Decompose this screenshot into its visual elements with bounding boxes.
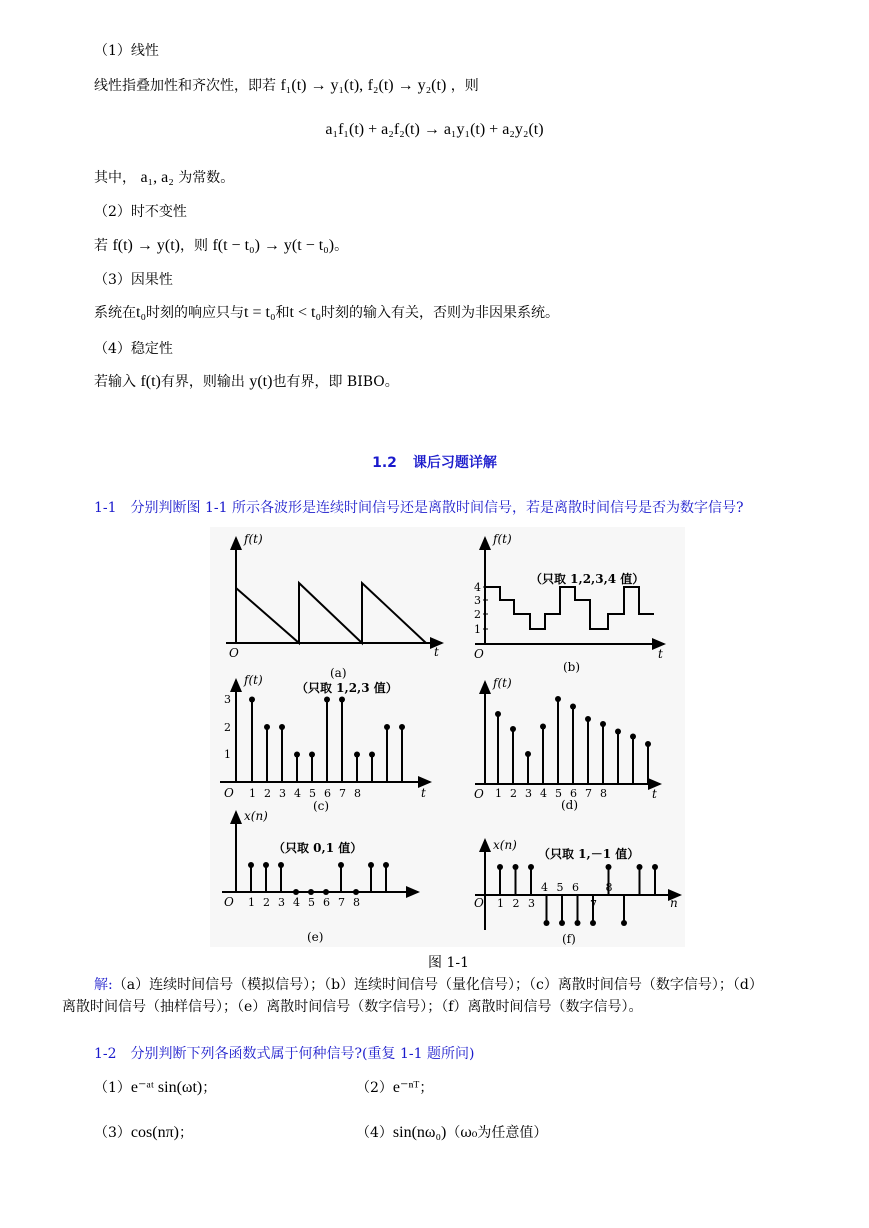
linearity-equation: a₁f₁(t) + a₂f₂(t) → a₁y₁(t) + a₂y₂(t) xyxy=(325,121,544,138)
ti-text-2: ，则 xyxy=(179,238,208,254)
answer-prefix: 解: xyxy=(94,977,113,993)
panel-f-stem-dot xyxy=(528,864,534,870)
panel-f-stem-dot xyxy=(606,864,612,870)
figure-caption: 图 1-1 xyxy=(428,955,469,971)
panel-d-stem-dot xyxy=(585,716,591,722)
causality-heading: （3）因果性 xyxy=(94,272,173,288)
panel-f-xtick: 7 xyxy=(590,898,597,911)
stability-text-3: 也有界，即 BIBO。 xyxy=(272,374,399,390)
causality-text-1: 系统在 xyxy=(94,305,136,321)
panel-c-ytick-2: 2 xyxy=(224,721,231,734)
panel-f-stem-dot xyxy=(497,864,503,870)
panel-f-xtick: 5 xyxy=(556,881,564,894)
ti-math-2: f(t − t₀) → y(t − t₀) xyxy=(212,237,335,254)
panel-b-ytick-1: 1 xyxy=(474,623,481,636)
linearity-desc-prefix: 线性指叠加性和齐次性，即若 xyxy=(94,78,276,94)
panel-c-stem-dot xyxy=(294,752,300,758)
panel-f-origin: O xyxy=(474,896,484,910)
panel-c-stem-dot xyxy=(279,724,285,730)
panel-d-stem-dot xyxy=(615,729,621,735)
panel-a-ylabel: f(t) xyxy=(244,532,263,546)
ti-text-3: 。 xyxy=(334,238,349,254)
panel-e-stem-dot xyxy=(368,862,374,868)
panel-b-ytick-4: 4 xyxy=(474,581,481,594)
panel-c-stem-dot xyxy=(339,697,345,703)
panel-e-stem-dot xyxy=(383,862,389,868)
causality-text-3: 和 xyxy=(275,305,290,321)
problem-1-2-item-1 xyxy=(94,1078,216,1098)
panel-c-stem-dot xyxy=(369,752,375,758)
panel-a-caption: (a) xyxy=(330,666,347,680)
panel-f-stem-dot xyxy=(621,920,627,926)
answer-1-1-line2: 离散时间信号（抽样信号）；（e）离散时间信号（数字信号）；（f）离散时间信号（数字信号）。 xyxy=(62,999,643,1015)
panel-e-xtick: 4 xyxy=(293,896,300,909)
panel-e-xtick: 3 xyxy=(278,896,285,909)
item-3-label: （3） xyxy=(94,1125,131,1141)
causality-math-2: t = t₀ xyxy=(244,304,276,321)
panel-e-xtick: 2 xyxy=(263,896,270,909)
stability-text-1: 若输入 xyxy=(94,374,136,390)
panel-f-xtick: 6 xyxy=(572,881,579,894)
panel-c-stem-dot xyxy=(399,724,405,730)
panel-d-stem-dot xyxy=(495,711,501,717)
panel-d-caption: (d) xyxy=(561,798,579,812)
panel-f-caption: (f) xyxy=(562,932,576,946)
causality-math-1: t₀ xyxy=(136,304,147,321)
panel-d-xtick: 4 xyxy=(540,787,547,800)
panel-d-stem-dot xyxy=(645,741,651,747)
time-invariance-heading: （2）时不变性 xyxy=(94,204,187,220)
item-2-expr: e⁻ⁿᵀ xyxy=(392,1079,420,1096)
linearity-desc-suffix: ，则 xyxy=(450,78,479,94)
panel-d-stem-dot xyxy=(570,704,576,710)
panel-d-xtick: 8 xyxy=(600,787,607,800)
causality-math-3: t < t₀ xyxy=(289,304,322,321)
panel-d-origin: O xyxy=(474,787,484,801)
problem-1-2-item-2 xyxy=(356,1078,433,1098)
panel-c-xtick: 2 xyxy=(264,787,271,800)
item-4-expr: sin(nω₀) xyxy=(392,1124,447,1141)
item-3-expr: cos(nπ) xyxy=(130,1124,179,1141)
panel-a-origin: O xyxy=(229,646,239,660)
problem-1-2-item-4 xyxy=(356,1123,547,1143)
panel-e-stem-dot xyxy=(248,862,254,868)
panel-c-ytick-1: 1 xyxy=(224,748,231,761)
panel-a-xlabel: t xyxy=(434,645,439,659)
panel-d-stem-dot xyxy=(510,726,516,732)
problem-1-2-question: 1-2 分别判断下列各函数式属于何种信号?(重复 1-1 题所问) xyxy=(94,1046,475,1062)
panel-c-stem-dot xyxy=(309,752,315,758)
panel-d-stem-dot xyxy=(540,724,546,730)
answer-1-1-text1: （a）连续时间信号（模拟信号）；（b）连续时间信号（量化信号）；（c）离散时间信号（数字信号）；（d） xyxy=(112,977,763,993)
panel-e-stem-dot xyxy=(308,889,314,895)
linearity-condition-1: f₁(t) → y₁(t), xyxy=(280,77,364,94)
panel-f-xtick: 2 xyxy=(512,897,520,910)
panel-d-xtick: 5 xyxy=(555,787,562,800)
panel-c-xtick: 1 xyxy=(249,787,256,800)
panel-c-caption: (c) xyxy=(313,799,330,813)
item-2-label: （2） xyxy=(356,1080,393,1096)
panel-d-xtick: 3 xyxy=(525,787,532,800)
problem-1-2-item-3 xyxy=(94,1123,193,1143)
panel-d-xtick: 6 xyxy=(570,787,577,800)
panel-d-xtick: 2 xyxy=(510,787,517,800)
panel-d-xtick: 7 xyxy=(585,787,592,800)
panel-c-note: （只取 1,2,3 值） xyxy=(296,681,398,695)
panel-e-stem-dot xyxy=(338,862,344,868)
panel-f-stem-dot xyxy=(575,920,581,926)
panel-b-ylabel: f(t) xyxy=(493,532,512,546)
panel-e-stem-dot xyxy=(293,889,299,895)
panel-f-xlabel: n xyxy=(670,896,678,910)
panel-f-stem-dot xyxy=(544,920,550,926)
item-4-punct: （ω₀为任意值） xyxy=(446,1125,548,1141)
panel-e-note: （只取 0,1 值） xyxy=(273,841,363,855)
ti-math-1: f(t) → y(t) xyxy=(112,237,180,254)
panel-c-xtick: 3 xyxy=(279,787,286,800)
panel-b-ytick-2: 2 xyxy=(474,608,481,621)
stability-math-1: f(t) xyxy=(140,373,161,390)
section-title: 课后习题详解 xyxy=(412,455,497,471)
item-2-punct: ； xyxy=(419,1080,434,1096)
panel-e-xtick: 5 xyxy=(308,896,315,909)
stability-text-2: 有界，则输出 xyxy=(160,374,245,390)
causality-text-2: 时刻的响应只与 xyxy=(146,305,245,321)
item-1-punct: ； xyxy=(202,1080,217,1096)
panel-c-origin: O xyxy=(224,786,234,800)
panel-f-xtick: 4 xyxy=(541,881,548,894)
panel-f-note: （只取 1,－1 值） xyxy=(538,847,640,861)
panel-c-xtick: 8 xyxy=(354,787,361,800)
panel-b-xlabel: t xyxy=(658,647,663,661)
panel-c-stem-dot xyxy=(354,752,360,758)
panel-e-caption: (e) xyxy=(307,930,324,944)
panel-e-stem-dot xyxy=(263,862,269,868)
panel-d-xlabel: t xyxy=(652,787,657,801)
panel-f-ylabel: x(n) xyxy=(493,838,517,852)
panel-c-stem-dot xyxy=(384,724,390,730)
panel-e-stem-dot xyxy=(323,889,329,895)
ti-text-1: 若 xyxy=(94,238,108,254)
panel-b-note: （只取 1,2,3,4 值） xyxy=(530,572,645,586)
panel-b-ytick-3: 3 xyxy=(474,594,481,607)
linearity-heading: （1）线性 xyxy=(94,43,159,59)
panel-f-xtick: 1 xyxy=(497,897,504,910)
panel-e-origin: O xyxy=(224,895,234,909)
panel-c-xtick: 6 xyxy=(324,787,331,800)
stability-math-2: y(t) xyxy=(249,373,273,390)
item-3-punct: ； xyxy=(178,1125,193,1141)
panel-f-stem-dot xyxy=(590,920,596,926)
panel-e-stem-dot xyxy=(278,862,284,868)
panel-e-xtick: 1 xyxy=(248,896,255,909)
panel-c-stem-dot xyxy=(249,697,255,703)
panel-c-ytick-3: 3 xyxy=(224,693,231,706)
panel-e-ylabel: x(n) xyxy=(244,809,268,823)
panel-c-ylabel: f(t) xyxy=(244,673,263,687)
panel-e-xtick: 7 xyxy=(338,896,345,909)
panel-f-xtick: 3 xyxy=(528,897,535,910)
panel-c-stem-dot xyxy=(264,724,270,730)
panel-c-xtick: 4 xyxy=(294,787,301,800)
item-4-label: （4） xyxy=(356,1125,393,1141)
stability-heading: （4）稳定性 xyxy=(94,341,173,357)
panel-b-origin: O xyxy=(474,647,484,661)
panel-e-xtick: 6 xyxy=(323,896,330,909)
panel-d-stem-dot xyxy=(600,721,606,727)
panel-f-stem-dot xyxy=(652,864,658,870)
panel-d-stem-dot xyxy=(555,696,561,702)
causality-text-4: 时刻的输入有关，否则为非因果系统。 xyxy=(321,305,560,321)
linearity-condition-2: f₂(t) → y₂(t) xyxy=(367,77,447,94)
panel-c-xtick: 7 xyxy=(339,787,346,800)
linearity-note-suffix: 为常数。 xyxy=(178,170,235,186)
panel-c-xtick: 5 xyxy=(309,787,316,800)
panel-d-stem-dot xyxy=(525,751,531,757)
panel-e-xtick: 8 xyxy=(353,896,360,909)
panel-c-xlabel: t xyxy=(421,786,426,800)
section-number: 1.2 xyxy=(372,455,397,471)
item-1-label: （1） xyxy=(94,1080,131,1096)
panel-c-stem-dot xyxy=(324,697,330,703)
answer-1-1-line1 xyxy=(94,975,763,995)
linearity-note-prefix: 其中， xyxy=(94,170,136,186)
panel-f-stem-dot xyxy=(513,864,519,870)
linearity-note-vars: a₁, a₂ xyxy=(140,169,174,186)
panel-f-xtick: 8 xyxy=(605,881,613,894)
panel-e-stem-dot xyxy=(353,889,359,895)
panel-b-caption: (b) xyxy=(563,660,581,674)
panel-d-stem-dot xyxy=(630,734,636,740)
panel-f-stem-dot xyxy=(559,920,565,926)
panel-f-stem-dot xyxy=(637,864,643,870)
item-1-expr: e⁻ᵃᵗ sin(ωt) xyxy=(130,1079,203,1096)
panel-d-xtick: 1 xyxy=(495,787,502,800)
panel-d-ylabel: f(t) xyxy=(493,676,512,690)
problem-1-1-question: 1-1 分别判断图 1-1 所示各波形是连续时间信号还是离散时间信号，若是离散时间信号是否为数字信号? xyxy=(94,500,744,516)
